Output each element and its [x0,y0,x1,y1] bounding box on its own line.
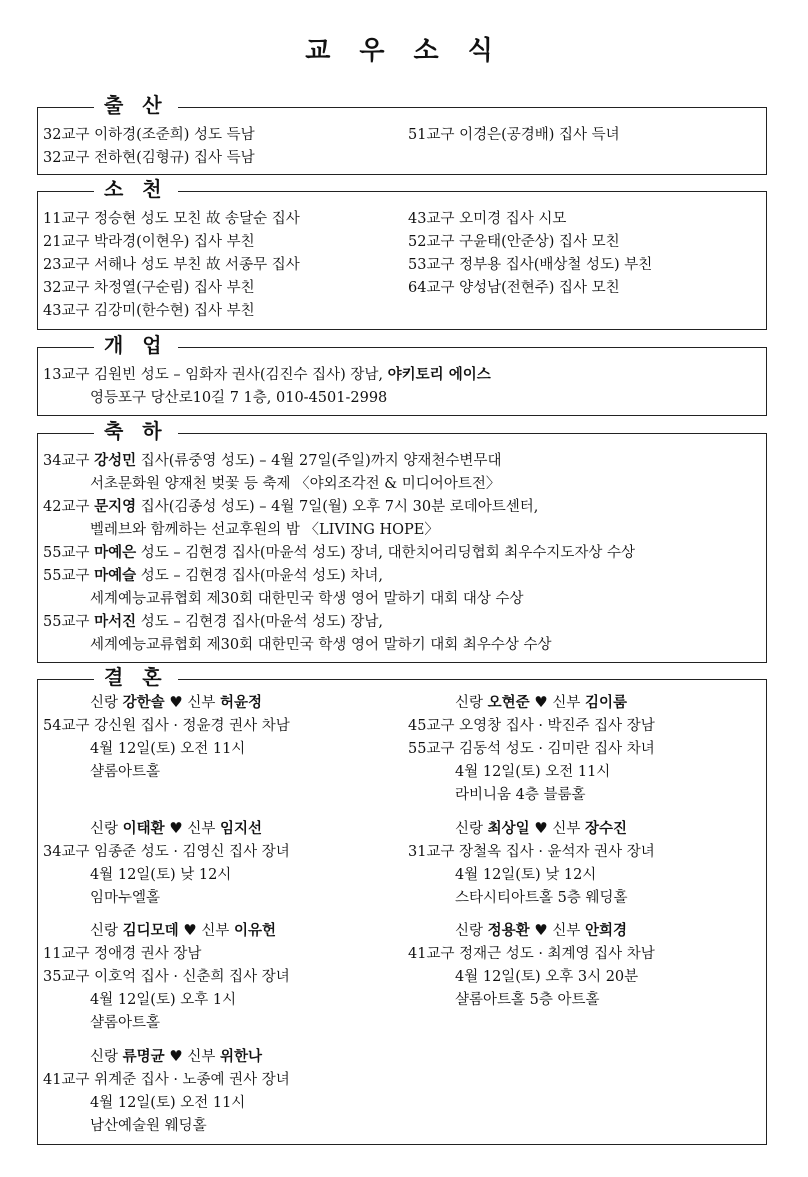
birth-heading: 출 산 [94,93,178,117]
opening-section [37,333,767,416]
death-item: 11교구 정승현 성도 모친 故 송달순 집사 [43,211,300,227]
groom-label: 신랑 [455,821,484,837]
congrats-district: 55교구 [43,614,95,630]
death-item: 23교구 서해나 성도 부친 故 서종무 집사 [43,257,300,273]
wedding-family: 54교구 강신원 집사 · 정윤경 권사 차남 [43,718,290,734]
death-item: 52교구 구윤태(안준상) 집사 모친 [408,234,620,250]
wedding-couple [43,692,290,713]
heart-icon: ♥ [534,693,548,711]
death-item: 43교구 오미경 집사 시모 [408,211,567,227]
heart-icon: ♥ [169,819,183,837]
page-title: 교 우 소 식 [305,36,503,66]
groom-name: 오현준 [487,694,530,711]
congrats-detail: 성도 – 김현경 집사(마윤석 성도) 차녀, [136,568,384,584]
wedding-datetime: 4월 12일(토) 오전 11시 [455,764,611,780]
wedding-card [408,920,655,1010]
bride-label: 신부 [187,695,216,711]
congrats-item [43,612,383,632]
wedding-datetime: 4월 12일(토) 오전 11시 [90,1095,246,1111]
wedding-venue: 샬롬아트홀 [90,1015,161,1031]
bride-name: 이유헌 [233,922,276,939]
bride-label: 신부 [552,821,581,837]
birth-item: 51교구 이경은(공경배) 집사 득녀 [408,127,620,143]
groom-name: 이태환 [122,820,165,837]
wedding-card [408,818,655,908]
wedding-family: 45교구 오영창 집사 · 박진주 집사 장남 [408,718,655,734]
bride-label: 신부 [201,923,230,939]
birth-item: 32교구 전하현(김형규) 집사 득남 [43,150,255,166]
heart-icon: ♥ [169,1047,183,1065]
groom-label: 신랑 [455,695,484,711]
wedding-couple [408,920,655,941]
wedding-venue: 남산예술원 웨딩홀 [90,1118,207,1134]
wedding-family: 41교구 정재근 성도 · 최계영 집사 차남 [408,946,655,962]
bride-label: 신부 [552,923,581,939]
congrats-detail: 집사(김종성 성도) – 4월 7일(월) 오후 7시 30분 로데아트센터, [136,499,539,515]
bride-name: 김이룸 [584,694,627,711]
congrats-item [43,543,635,563]
heart-icon: ♥ [183,921,197,939]
death-item: 43교구 김강미(한수현) 집사 부친 [43,303,255,319]
wedding-family: 34교구 임종준 성도 · 김영신 집사 장녀 [43,844,290,860]
heart-icon: ♥ [534,819,548,837]
bride-name: 위한나 [219,1048,262,1065]
congrats-detail: 성도 – 김현경 집사(마윤석 성도) 장남, [136,614,384,630]
wedding-section [37,665,767,1145]
opening-business-name: 야키토리 에이스 [387,366,491,383]
wedding-couple [408,692,655,713]
congrats-section [37,419,767,663]
death-item: 21교구 박라경(이현우) 집사 부친 [43,234,255,250]
death-item: 64교구 양성남(전현주) 집사 모친 [408,280,620,296]
groom-label: 신랑 [455,923,484,939]
wedding-couple [408,818,655,839]
opening-address: 영등포구 당산로10길 7 1층, 010-4501-2998 [90,390,388,406]
congrats-detail-line: 세계예능교류협회 제30회 대한민국 학생 영어 말하기 대회 대상 수상 [90,591,524,607]
wedding-couple [43,920,290,941]
wedding-family: 31교구 장철옥 집사 · 윤석자 권사 장녀 [408,844,655,860]
congrats-detail-line: 벨레브와 함께하는 선교후원의 밤 〈LIVING HOPE〉 [90,522,439,538]
bride-name: 안희경 [584,922,627,939]
congrats-district: 55교구 [43,568,95,584]
bride-label: 신부 [187,1049,216,1065]
death-item: 32교구 차정열(구순림) 집사 부친 [43,280,255,296]
groom-name: 최상일 [487,820,530,837]
opening-line [43,365,491,385]
opening-heading: 개 업 [94,333,178,357]
bride-label: 신부 [552,695,581,711]
wedding-family: 55교구 김동석 성도 · 김미란 집사 차녀 [408,741,655,757]
groom-label: 신랑 [90,923,119,939]
congrats-district: 55교구 [43,545,95,561]
wedding-couple [43,818,290,839]
opening-text: 13교구 김원빈 성도 – 임화자 권사(김진수 집사) 장남, [43,367,388,383]
groom-name: 강한솔 [122,694,165,711]
wedding-card [408,692,655,805]
wedding-card [43,920,290,1033]
wedding-family: 11교구 정애경 권사 장남 [43,946,202,962]
wedding-venue: 샬롬아트홀 5층 아트홀 [455,992,600,1008]
groom-label: 신랑 [90,821,119,837]
congrats-district: 42교구 [43,499,95,515]
birth-item: 32교구 이하경(조준희) 성도 득남 [43,127,255,143]
wedding-datetime: 4월 12일(토) 오전 11시 [90,741,246,757]
wedding-datetime: 4월 12일(토) 오후 3시 20분 [455,969,639,985]
congrats-person-name: 문지영 [94,498,137,515]
bride-name: 임지선 [219,820,262,837]
birth-section [37,93,767,175]
congrats-detail-line: 세계예능교류협회 제30회 대한민국 학생 영어 말하기 대회 최우수상 수상 [90,637,552,653]
wedding-datetime: 4월 12일(토) 낮 12시 [90,867,232,883]
death-item: 53교구 정부용 집사(배상철 성도) 부친 [408,257,653,273]
wedding-datetime: 4월 12일(토) 낮 12시 [455,867,597,883]
bride-name: 허윤정 [219,694,262,711]
wedding-family: 35교구 이호억 집사 · 신춘희 집사 장녀 [43,969,290,985]
congrats-item [43,566,383,586]
death-section [37,177,767,330]
groom-label: 신랑 [90,695,119,711]
congrats-item [43,451,501,471]
congrats-detail: 성도 – 김현경 집사(마윤석 성도) 장녀, 대한치어리딩협회 최우수지도자상 수상 [136,545,635,561]
heart-icon: ♥ [169,693,183,711]
groom-name: 류명균 [122,1048,165,1065]
death-heading: 소 천 [94,177,178,201]
wedding-card [43,818,290,908]
congrats-person-name: 마서진 [94,613,137,630]
wedding-card [43,1046,290,1136]
heart-icon: ♥ [534,921,548,939]
congrats-person-name: 마예슬 [94,567,137,584]
groom-name: 정용환 [487,922,530,939]
groom-name: 김디모데 [122,922,179,939]
wedding-venue: 라비니움 4층 블룸홀 [455,787,586,803]
wedding-venue: 임마누엘홀 [90,890,161,906]
wedding-couple [43,1046,290,1067]
bride-name: 장수진 [584,820,627,837]
congrats-item [43,497,538,517]
congrats-detail-line: 서초문화원 양재천 벚꽃 등 축제 〈야외조각전 & 미디어아트전〉 [90,476,501,492]
wedding-datetime: 4월 12일(토) 오후 1시 [90,992,237,1008]
groom-label: 신랑 [90,1049,119,1065]
congrats-detail: 집사(류중영 성도) – 4월 27일(주일)까지 양재천수변무대 [136,453,502,469]
wedding-card [43,692,290,782]
wedding-heading: 결 혼 [94,665,178,689]
bride-label: 신부 [187,821,216,837]
congrats-person-name: 강성민 [94,452,137,469]
wedding-venue: 스타시티아트홀 5층 웨딩홀 [455,890,628,906]
congrats-heading: 축 하 [94,419,178,443]
congrats-person-name: 마예은 [94,544,137,561]
wedding-venue: 샬롬아트홀 [90,764,161,780]
wedding-family: 41교구 위계준 집사 · 노종예 권사 장녀 [43,1072,290,1088]
congrats-district: 34교구 [43,453,95,469]
